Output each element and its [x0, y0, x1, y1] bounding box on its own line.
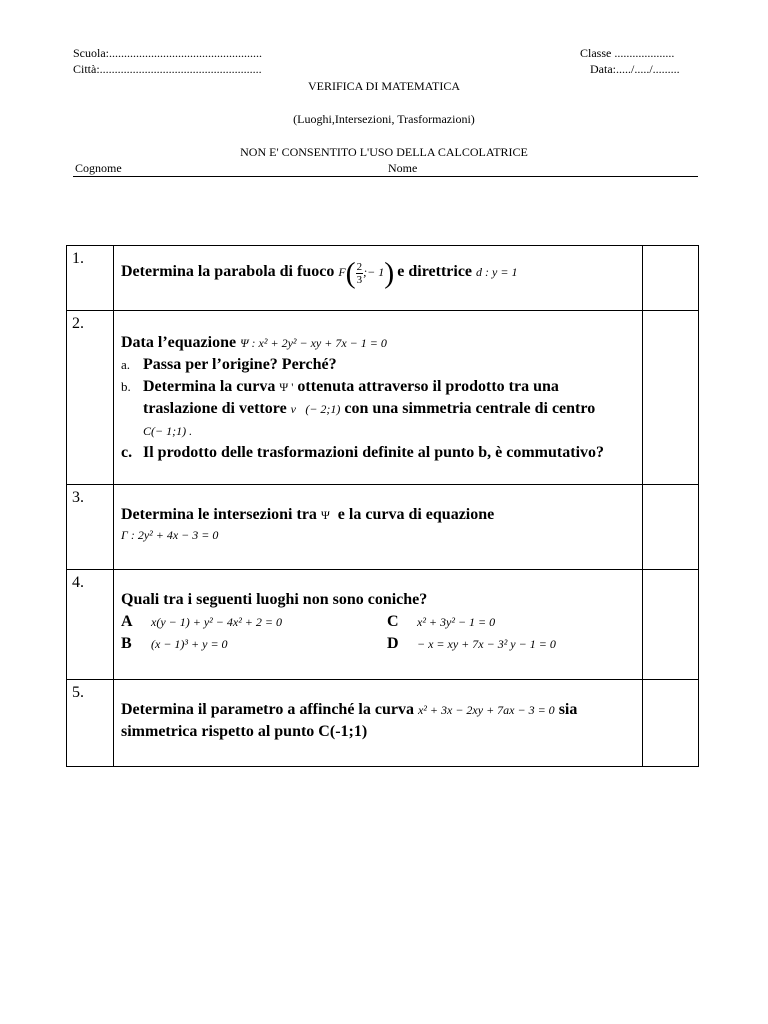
question-body	[114, 680, 643, 767]
question-text: Data l’equazione	[121, 334, 237, 351]
psi-symbol: Ψ	[320, 508, 330, 522]
question-body	[114, 570, 643, 680]
item-text: Passa per l’origine? Perché?	[143, 356, 337, 373]
question-row	[67, 311, 699, 485]
psi-equation: Ψ : x² + 2y² − xy + 7x − 1 = 0	[240, 336, 387, 350]
curve-formula: x² + 3x − 2xy + 7ax − 3 = 0	[417, 703, 555, 717]
page-subtitle: (Luoghi,Intersezioni, Trasformazioni)	[293, 112, 475, 126]
question-number: 4.	[67, 570, 114, 680]
question-text: e la curva di equazione	[337, 506, 495, 523]
option-label-d: D	[387, 635, 399, 652]
score-cell	[643, 246, 699, 311]
question-text: Determina il parametro a affinché la curva	[121, 701, 414, 718]
question-text: simmetrica rispetto al punto C(-1;1)	[121, 723, 368, 740]
question-number: 5.	[67, 680, 114, 767]
focus-point: F( $\frac{2}{3}$ ;− 1)	[338, 256, 395, 289]
item-text: Determina la curva	[143, 378, 276, 395]
header-divider	[73, 176, 698, 177]
option-label-c: C	[387, 613, 399, 630]
question-body	[114, 246, 643, 311]
question-text: Determina le intersezioni tra	[121, 506, 317, 523]
gamma-equation: Γ : 2y² + 4x − 3 = 0	[121, 528, 219, 542]
question-text: Determina la parabola di fuoco	[121, 262, 335, 280]
item-text: con una simmetria centrale di centro	[344, 400, 596, 417]
item-label: b.	[121, 379, 131, 394]
option-label-b: B	[121, 635, 132, 652]
psi-prime-symbol: Ψ '	[279, 380, 294, 394]
option-a-formula: x(y − 1) + y² − 4x² + 2 = 0	[151, 615, 282, 629]
cognome-label: Cognome	[75, 161, 122, 175]
question-body	[114, 485, 643, 570]
classe-field: Classe ....................	[580, 46, 675, 60]
question-text: sia	[558, 701, 578, 718]
question-row	[67, 680, 699, 767]
item-text: Il prodotto delle trasformazioni definite al punto b, è commutativo?	[143, 444, 605, 461]
questions-table	[66, 245, 699, 767]
option-b-formula: (x − 1)³ + y = 0	[151, 637, 228, 651]
citta-field: Città:......................................................	[73, 62, 262, 76]
calculator-notice: NON E' CONSENTITO L'USO DELLA CALCOLATRICE	[240, 145, 528, 159]
scuola-field: Scuola:...................................................	[73, 46, 262, 60]
item-text: ottenuta attraverso il prodotto tra una	[297, 378, 559, 395]
vector-formula: v⃗(− 2;1)	[290, 402, 341, 416]
item-label: c.	[121, 444, 133, 461]
item-text: traslazione di vettore	[143, 400, 287, 417]
option-c-formula: x² + 3y² − 1 = 0	[417, 615, 496, 629]
question-number: 2.	[67, 311, 114, 485]
question-number: 3.	[67, 485, 114, 570]
question-text: e direttrice	[397, 262, 473, 280]
question-body	[114, 311, 643, 485]
score-cell	[643, 570, 699, 680]
score-cell	[643, 680, 699, 767]
question-number: 1.	[67, 246, 114, 311]
question-row	[67, 485, 699, 570]
question-row	[67, 570, 699, 680]
nome-label: Nome	[388, 161, 418, 175]
option-d-formula: − x = xy + 7x − 3² y − 1 = 0	[417, 637, 556, 651]
score-cell	[643, 485, 699, 570]
option-label-a: A	[121, 613, 133, 630]
directrix-formula: d : y = 1	[476, 264, 518, 279]
question-row	[67, 246, 699, 311]
score-cell	[643, 311, 699, 485]
question-text: Quali tra i seguenti luoghi non sono coniche?	[121, 591, 428, 608]
item-label: a.	[121, 357, 131, 372]
data-field: Data:...../...../.........	[590, 62, 680, 76]
center-formula: C(− 1;1) .	[143, 424, 193, 438]
page-title: VERIFICA DI MATEMATICA	[307, 79, 460, 93]
